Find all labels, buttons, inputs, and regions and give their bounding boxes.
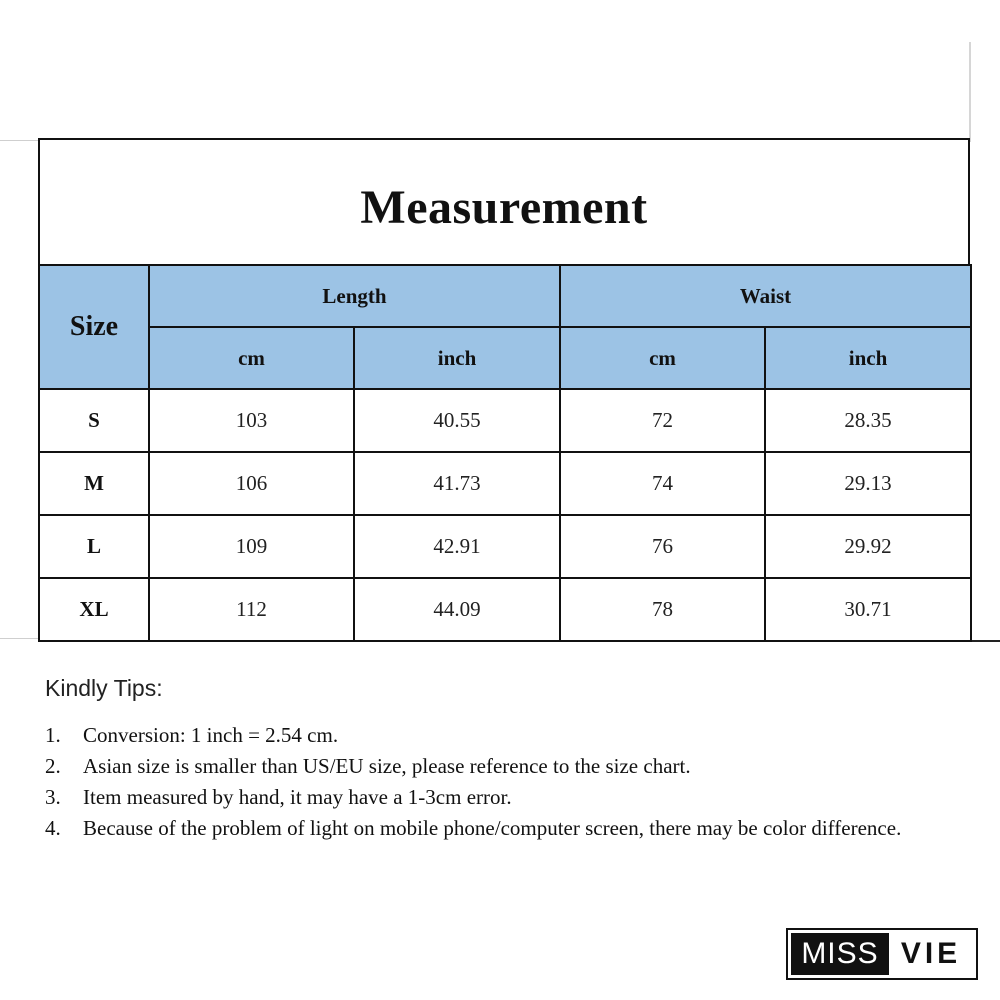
size-cell: S xyxy=(39,389,149,452)
tips-title: Kindly Tips: xyxy=(45,675,163,701)
unit-header: inch xyxy=(354,327,560,389)
size-chart xyxy=(38,138,970,642)
length-cm-cell: 109 xyxy=(149,515,354,578)
list-item xyxy=(45,782,945,813)
length-inch-cell: 41.73 xyxy=(354,452,560,515)
table-row xyxy=(39,515,971,578)
waist-inch-cell: 29.92 xyxy=(765,515,971,578)
waist-inch-cell: 30.71 xyxy=(765,578,971,641)
guide-line-vertical xyxy=(969,42,971,142)
table-row xyxy=(39,452,971,515)
length-cm-cell: 106 xyxy=(149,452,354,515)
waist-cm-cell: 74 xyxy=(560,452,765,515)
tip-number: 4. xyxy=(45,816,61,840)
tip-text: Asian size is smaller than US/EU size, please reference to the size chart. xyxy=(83,754,691,778)
waist-cm-cell: 78 xyxy=(560,578,765,641)
tip-text: Conversion: 1 inch = 2.54 cm. xyxy=(83,723,339,747)
tip-number: 3. xyxy=(45,785,61,809)
tip-number: 2. xyxy=(45,754,61,778)
tip-number: 1. xyxy=(45,723,61,747)
measurement-table xyxy=(38,264,972,642)
title-row xyxy=(38,138,970,266)
guide-line-bottom xyxy=(0,638,40,639)
guide-line-top xyxy=(0,140,40,141)
list-item xyxy=(45,813,945,844)
length-cm-cell: 112 xyxy=(149,578,354,641)
length-inch-cell: 44.09 xyxy=(354,578,560,641)
guide-line-right xyxy=(968,640,1000,642)
length-inch-cell: 42.91 xyxy=(354,515,560,578)
length-cm-cell: 103 xyxy=(149,389,354,452)
unit-header: cm xyxy=(560,327,765,389)
waist-cm-cell: 72 xyxy=(560,389,765,452)
brand-logo xyxy=(786,928,978,980)
waist-inch-cell: 28.35 xyxy=(765,389,971,452)
size-cell: L xyxy=(39,515,149,578)
list-item xyxy=(45,720,945,751)
tip-text: Because of the problem of light on mobile phone/computer screen, there may be color difference. xyxy=(83,816,902,840)
tip-text: Item measured by hand, it may have a 1-3cm error. xyxy=(83,785,512,809)
logo-right-text: VIE xyxy=(900,937,962,970)
waist-inch-cell: 29.13 xyxy=(765,452,971,515)
unit-header: cm xyxy=(149,327,354,389)
unit-header: inch xyxy=(765,327,971,389)
table-row xyxy=(39,578,971,641)
group-header-waist: Waist xyxy=(560,265,971,327)
tips-list xyxy=(45,720,945,844)
size-header: Size xyxy=(39,265,149,389)
header-row-units xyxy=(39,327,971,389)
waist-cm-cell: 76 xyxy=(560,515,765,578)
group-header-length: Length xyxy=(149,265,560,327)
list-item xyxy=(45,751,945,782)
length-inch-cell: 40.55 xyxy=(354,389,560,452)
chart-title: Measurement xyxy=(360,180,648,234)
table-row xyxy=(39,389,971,452)
tips-section xyxy=(45,675,945,844)
logo-left-text: MISS xyxy=(791,933,889,975)
size-cell: M xyxy=(39,452,149,515)
header-row-groups xyxy=(39,265,971,327)
size-cell: XL xyxy=(39,578,149,641)
